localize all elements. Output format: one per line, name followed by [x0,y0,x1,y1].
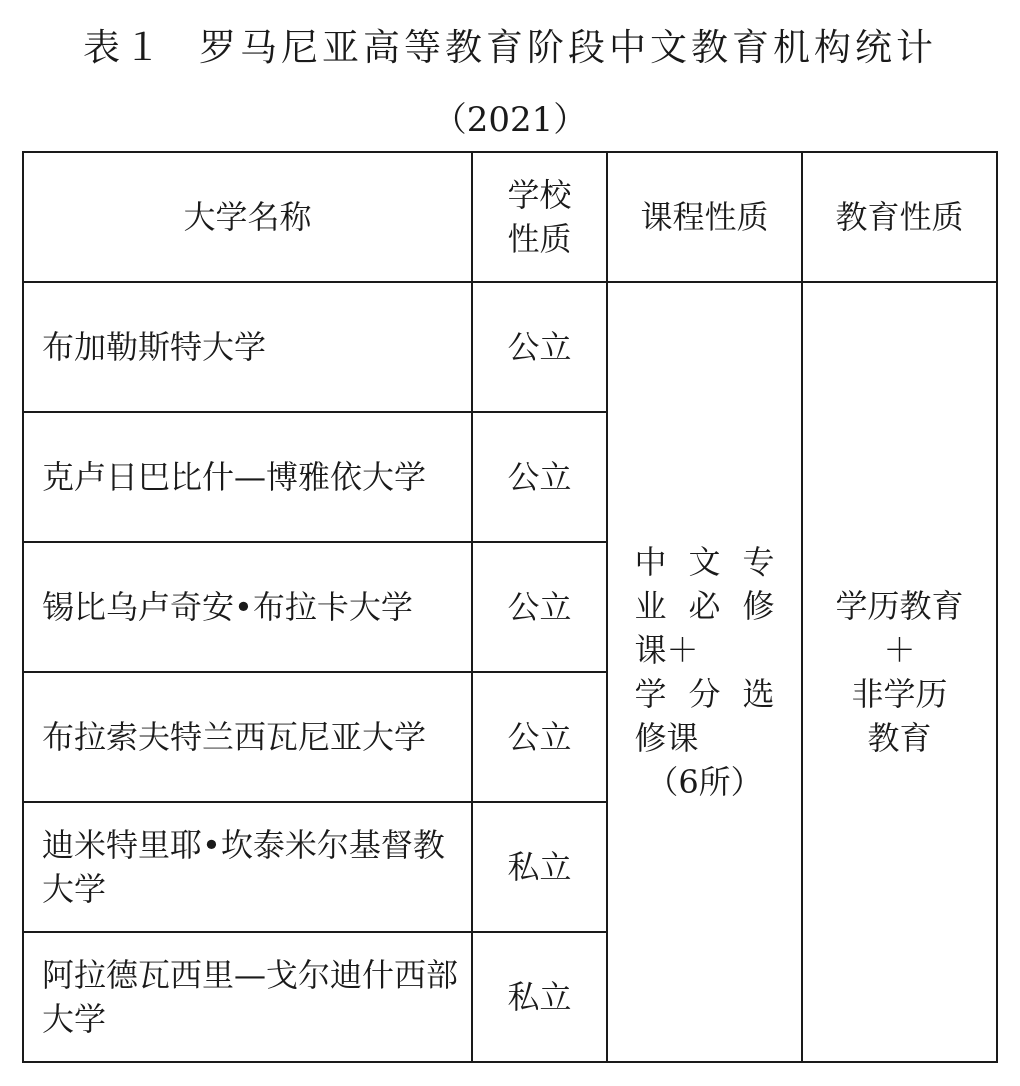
course-type-cell [607,282,802,1062]
university-name: 布加勒斯特大学 [23,282,472,412]
header-education-type: 教育性质 [802,152,997,282]
university-name: 克卢日巴比什—博雅依大学 [23,412,472,542]
table-header-row [23,152,997,282]
table-row [23,282,997,412]
course-line: 学分选 [634,675,775,713]
course-line: （6所） [646,763,763,801]
education-line: 学历教育 [835,587,964,625]
university-name: 阿拉德瓦西里—戈尔迪什西部大学 [23,932,472,1062]
course-line: 修课 [634,719,699,757]
course-line: 课＋ [634,631,699,669]
table-number: 表１ [83,26,165,69]
school-type: 公立 [472,672,607,802]
header-name: 大学名称 [23,152,472,282]
table-title: 罗马尼亚高等教育阶段中文教育机构统计 [199,26,937,69]
school-type: 私立 [472,802,607,932]
school-type: 公立 [472,542,607,672]
header-school-type: 学校性质 [472,152,607,282]
table-year: （2021） [432,100,588,140]
course-line: 业必修 [634,587,775,625]
university-name: 迪米特里耶•坎泰米尔基督教大学 [23,802,472,932]
header-course-type: 课程性质 [607,152,802,282]
education-line: 非学历 [851,675,948,713]
education-line: ＋ [883,631,916,669]
university-name: 锡比乌卢奇安•布拉卡大学 [23,542,472,672]
education-type-cell [802,282,997,1062]
education-line: 教育 [867,719,932,757]
course-line: 中文专 [634,543,775,581]
school-type: 公立 [472,412,607,542]
table-caption [0,22,1020,74]
school-type: 私立 [472,932,607,1062]
institution-table [22,151,998,1063]
school-type: 公立 [472,282,607,412]
university-name: 布拉索夫特兰西瓦尼亚大学 [23,672,472,802]
